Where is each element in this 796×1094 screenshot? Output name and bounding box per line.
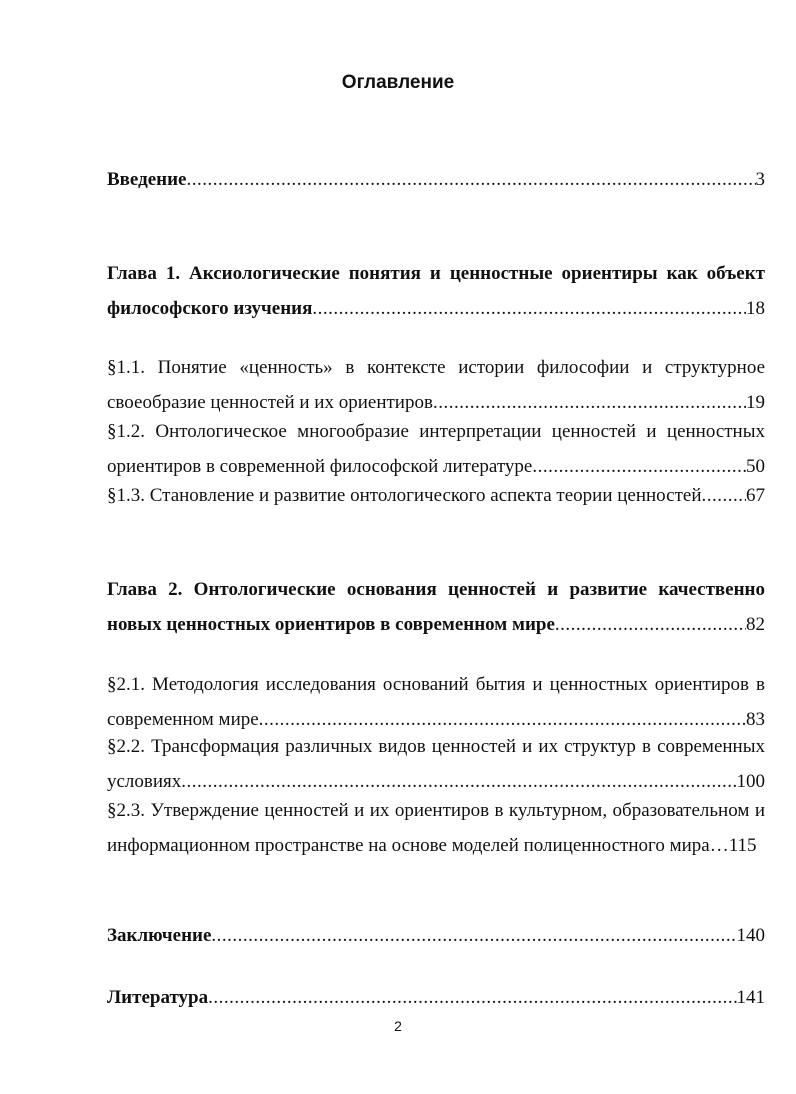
toc-entry-label: Заключение [107, 925, 212, 946]
toc-page-number: 67 [746, 485, 765, 506]
toc-page-number: 83 [746, 709, 765, 730]
toc-entry-section-1-1 [107, 350, 765, 420]
toc-entry-label: современном мире [107, 709, 259, 730]
toc-page-number: 100 [736, 771, 765, 792]
toc-page-number: 82 [746, 614, 765, 635]
toc-entry-line: Глава 2. Онтологические основания ценностей и развитие качественно [107, 579, 765, 600]
toc-page-number: 115 [728, 835, 757, 856]
toc-entry-label: своеобразие ценностей и их ориентиров [107, 392, 433, 413]
toc-leader-dots [187, 162, 756, 197]
toc-entry-literature [107, 980, 765, 1015]
toc-entry-line: §1.2. Онтологическое многообразие интерпретации ценностей и ценностных [107, 421, 765, 442]
toc-entry-line: §2.3. Утверждение ценностей и их ориентиров в культурном, образовательном и [107, 800, 765, 821]
toc-leader-dots [555, 607, 746, 642]
toc-entry-chapter-1 [107, 256, 765, 326]
toc-title: Оглавление [341, 72, 455, 93]
toc-entry-chapter-2 [107, 572, 765, 642]
toc-entry-line: §2.1. Методология исследования оснований бытия и ценностных ориентиров в [107, 674, 765, 695]
toc-entry-label: информационном пространстве на основе моделей полиценностного мира… [107, 835, 729, 856]
toc-entry-label: Литература [107, 987, 209, 1008]
toc-entry-label: Введение [107, 169, 187, 190]
toc-entry-section-2-2 [107, 729, 765, 799]
toc-entry-label: философского изучения [107, 298, 313, 319]
toc-entry-line: §1.1. Понятие «ценность» в контексте истории философии и структурное [107, 357, 765, 378]
page-number: 2 [394, 1018, 402, 1034]
toc-leader-dots [312, 291, 746, 326]
toc-page-number: 50 [746, 456, 765, 477]
toc-entry-label: ориентиров в современной философской литературе [107, 456, 533, 477]
toc-entry-intro [107, 162, 765, 197]
toc-entry-label: условиях [107, 771, 182, 792]
toc-page-number: 140 [736, 925, 765, 946]
toc-entry-line: Глава 1. Аксиологические понятия и ценностные ориентиры как объект [107, 263, 765, 284]
toc-entry-conclusion [107, 918, 765, 953]
toc-entry-line: §2.2. Трансформация различных видов ценностей и их структур в современных [107, 736, 765, 757]
toc-page-number: 18 [746, 298, 765, 319]
toc-entry-label: новых ценностных ориентиров в современном мире [107, 614, 555, 635]
toc-entry-label: §1.3. Становление и развитие онтологического аспекта теории ценностей [107, 485, 702, 506]
toc-leader-dots [702, 478, 747, 513]
toc-leader-dots [211, 918, 736, 953]
toc-entry-section-2-1 [107, 667, 765, 737]
toc-page-number: 141 [736, 987, 765, 1008]
toc-entry-section-2-3 [107, 793, 765, 863]
toc-page-number: 3 [755, 169, 765, 190]
toc-entry-section-1-2 [107, 414, 765, 484]
toc-page-number: 19 [746, 392, 765, 413]
toc-leader-dots [208, 980, 736, 1015]
toc-entry-section-1-3 [107, 478, 765, 513]
